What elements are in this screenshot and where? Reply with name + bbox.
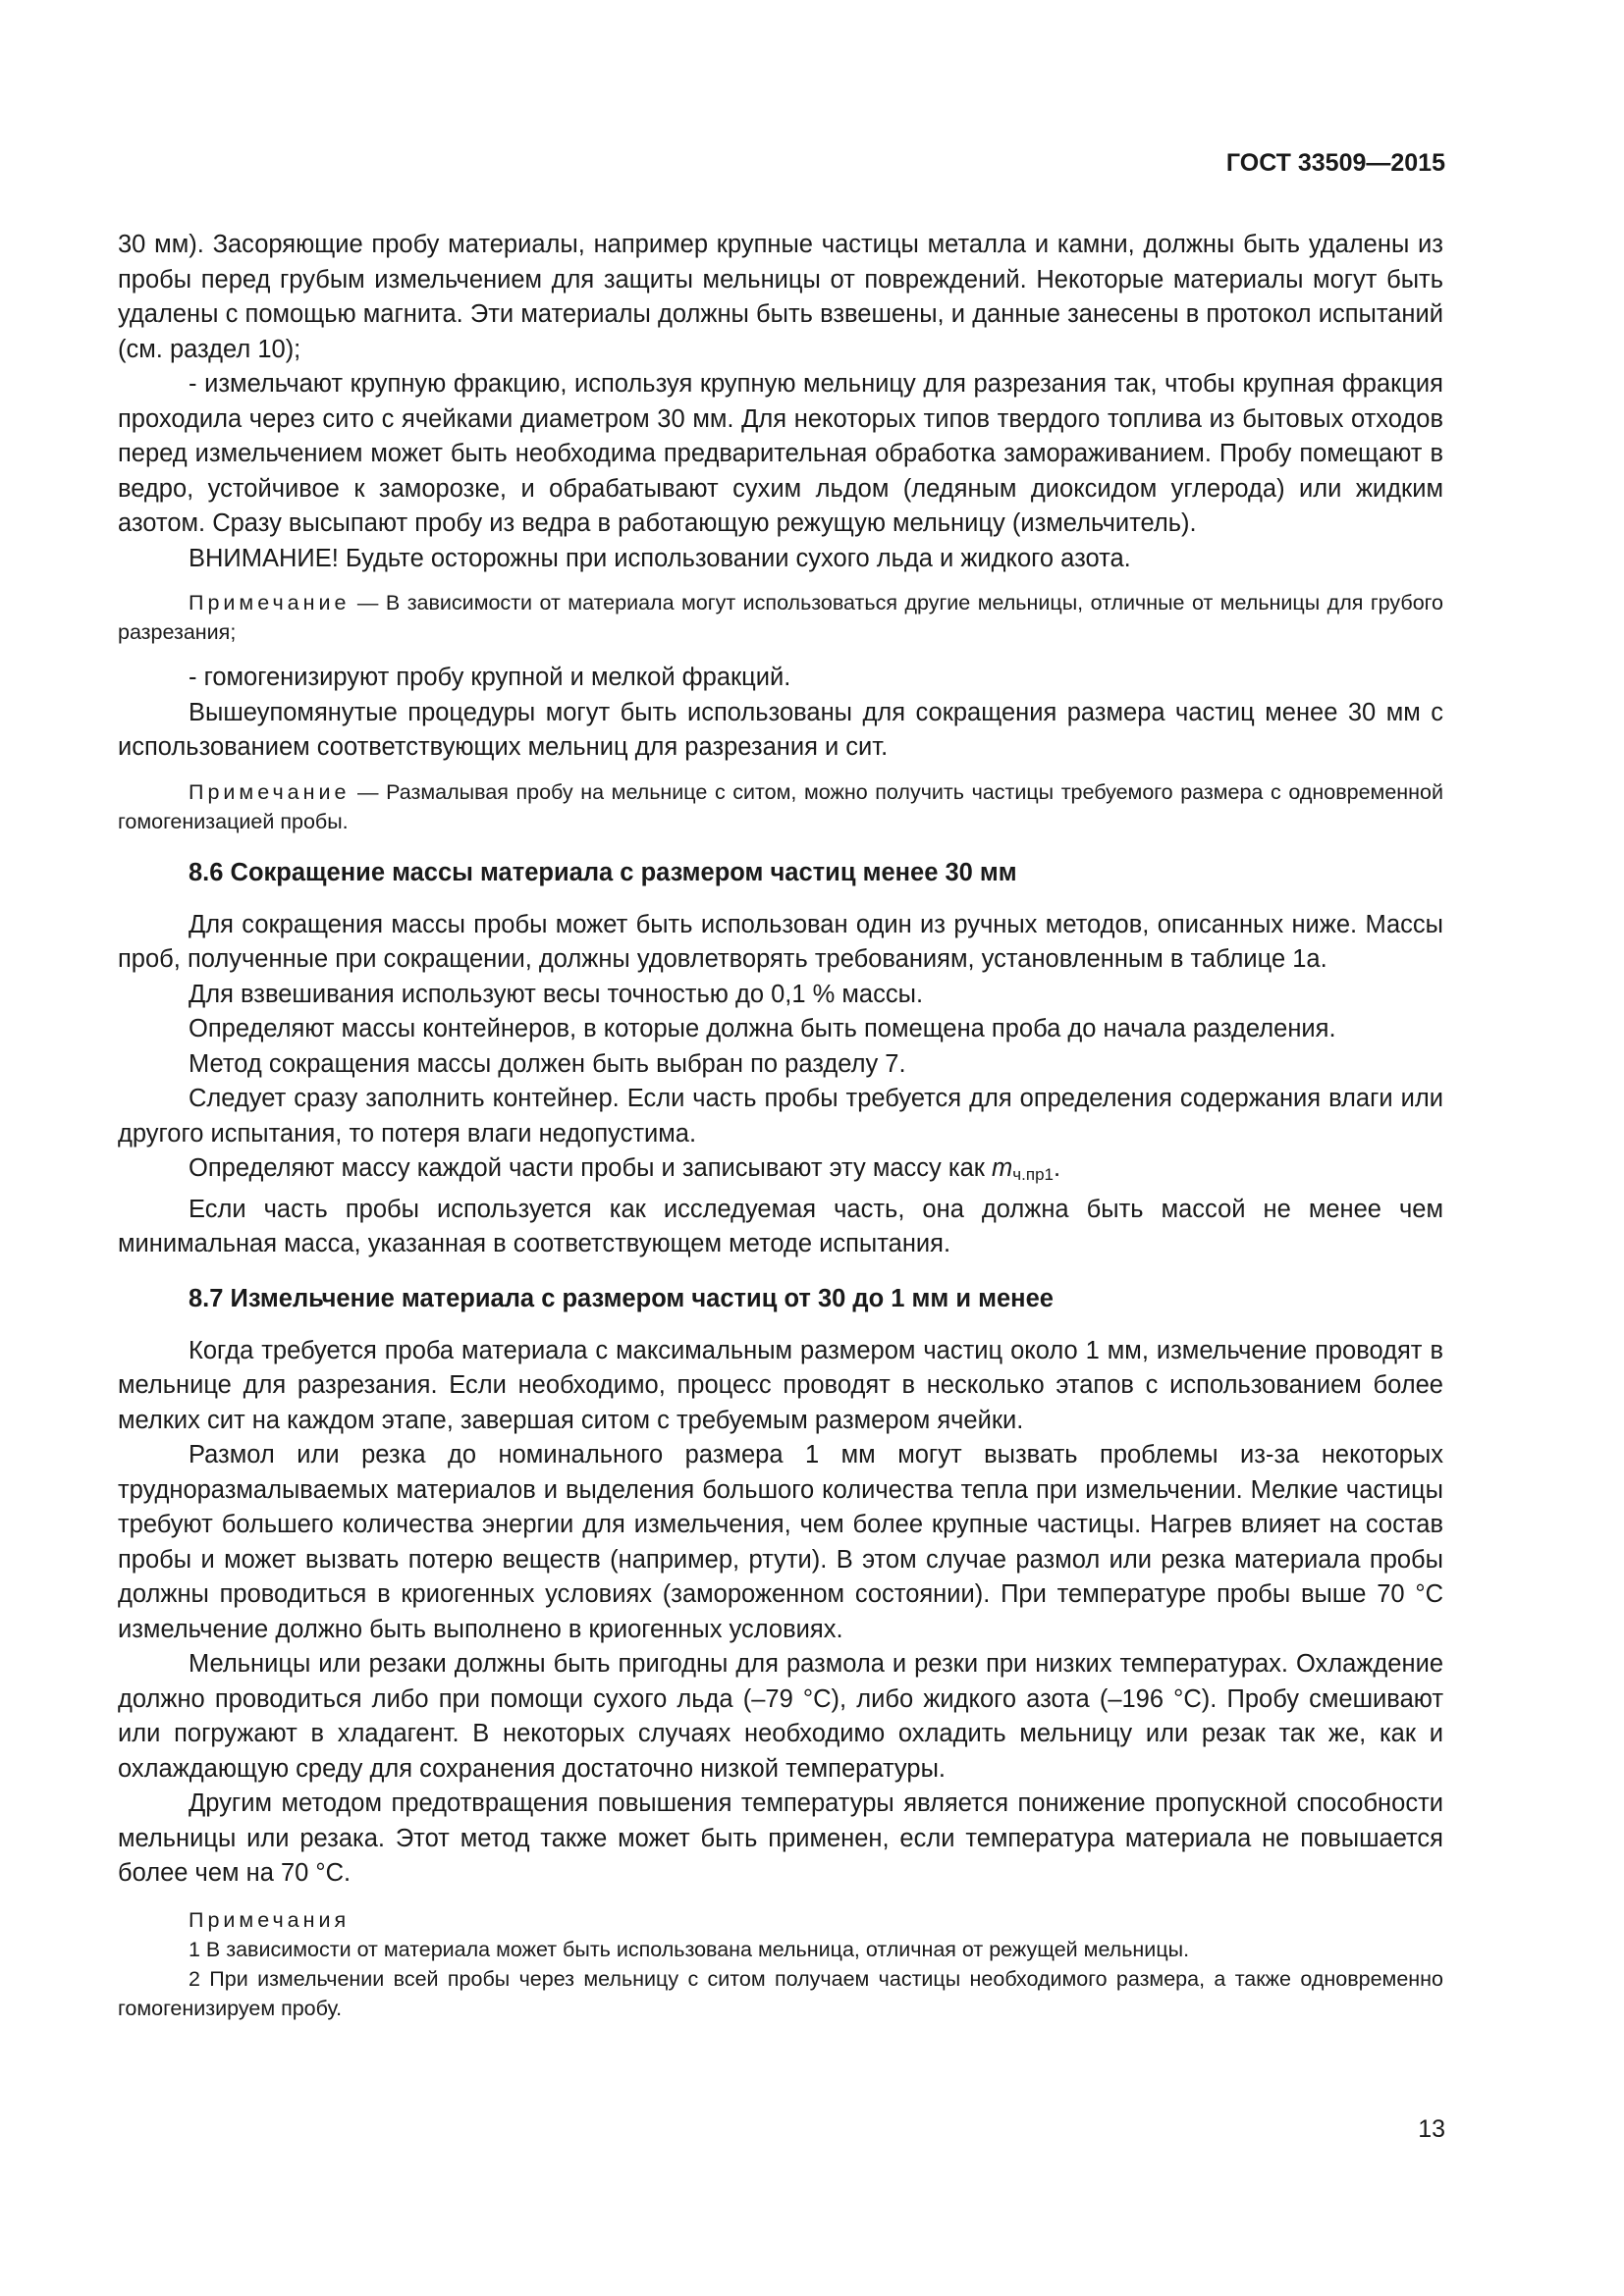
mass-subscript: ч.пр1 <box>1012 1165 1054 1184</box>
note <box>118 777 1443 836</box>
document-header: ГОСТ 33509—2015 <box>1225 149 1445 177</box>
paragraph: - измельчают крупную фракцию, используя крупную мельницу для разрезания так, чтобы крупная фракция проходила через сито с ячейками диаметром 30 мм. Для некоторых типов твердого топлива из бытовых отходов перед измельчением может быть необходима предварительная обработка замораживанием. Пробу помещают в ведро, устойчивое к заморозке, и обрабатывают сухим льдом (ледяным диоксидом углерода) или жидким азотом. Сразу высыпают пробу из ведра в работающую режущую мельницу (измельчитель). <box>118 370 1443 537</box>
paragraph: Для взвешивания используют весы точностью до 0,1 % массы. <box>189 980 924 1008</box>
notes-block <box>118 1905 1443 2023</box>
note-label: Примечание <box>189 779 351 804</box>
note-label: Примечание <box>189 591 351 614</box>
mass-end: . <box>1053 1154 1061 1182</box>
paragraph: Для сокращения массы пробы может быть использован один из ручных методов, описанных ниже. Массы проб, полученные при сокращении, должны удовлетворять требованиям, установленным в таблице 1а. <box>118 910 1443 973</box>
note-text: — В зависимости от материала могут использоваться другие мельницы, отличные от мельницы для грубого разрезания; <box>118 591 1443 644</box>
paragraph: Мельницы или резаки должны быть пригодны для размола и резки при низких температурах. Охлаждение должно проводиться либо при помощи сухого льда (–79 °С), либо жидкого азота (–196 °С). Пробу смешивают или погружают в хладагент. В некоторых случаях необходимо охладить мельницу или резак так же, как и охлаждающую среду для сохранения достаточно низкой температуры. <box>118 1650 1443 1783</box>
notes-label: Примечания <box>189 1907 351 1932</box>
paragraph: Когда требуется проба материала с максимальным размером частиц около 1 мм, измельчение проводят в мельнице для разрезания. Если необходимо, процесс проводят в несколько этапов с использованием более мелких сит на каждом этапе, завершая ситом с требуемым размером ячейки. <box>118 1336 1443 1434</box>
note-item: 1 В зависимости от материала может быть использована мельница, отличная от режущей мельницы. <box>189 1937 1190 1961</box>
warning-paragraph: ВНИМАНИЕ! Будьте осторожны при использовании сухого льда и жидкого азота. <box>189 544 1131 572</box>
paragraph: 30 мм). Засоряющие пробу материалы, например крупные частицы металла и камни, должны быть удалены из пробы перед грубым измельчением для защиты мельницы от повреждений. Некоторые материалы могут быть удалены с помощью магнита. Эти материалы должны быть взвешены, и данные занесены в протокол испытаний (см. раздел 10); <box>118 231 1443 363</box>
mass-sentence: Определяют массу каждой части пробы и записывают эту массу как <box>189 1154 993 1182</box>
section-heading-8-6: 8.6 Сокращение массы материала с размером частиц менее 30 мм <box>189 858 1017 886</box>
paragraph: - гомогенизируют пробу крупной и мелкой фракций. <box>189 664 791 691</box>
mass-paragraph <box>118 1151 1443 1193</box>
section-heading-8-7: 8.7 Измельчение материала с размером частиц от 30 до 1 мм и менее <box>189 1284 1054 1312</box>
mass-symbol: m <box>992 1154 1013 1182</box>
paragraph: Метод сокращения массы должен быть выбран по разделу 7. <box>189 1049 906 1078</box>
paragraph: Другим методом предотвращения повышения температуры является понижение пропускной способности мельницы или резака. Этот метод также может быть применен, если температура материала не повышается более чем на 70 °С. <box>118 1789 1443 1887</box>
paragraph: Размол или резка до номинального размера 1 мм могут вызвать проблемы из-за некоторых трудноразмалываемых материалов и выделения большого количества тепла при измельчении. Мелкие частицы требуют большего количества энергии для измельчения, чем более крупные частицы. Нагрев влияет на состав пробы и может вызвать потерю веществ (например, ртути). В этом случае размол или резка материала пробы должны проводиться в криогенных условиях (замороженном состоянии). При температуре пробы выше 70 °С измельчение должно быть выполнено в криогенных условиях. <box>118 1441 1443 1643</box>
paragraph: Следует сразу заполнить контейнер. Если часть пробы требуется для определения содержания влаги или другого испытания, то потеря влаги недопустима. <box>118 1085 1443 1148</box>
note <box>118 588 1443 647</box>
page-content <box>118 228 1443 2023</box>
paragraph: Если часть пробы используется как исследуемая часть, она должна быть массой не менее чем минимальная масса, указанная в соответствующем методе испытания. <box>118 1195 1443 1257</box>
page-number: 13 <box>1418 2115 1445 2143</box>
note-item: 2 При измельчении всей пробы через мельницу с ситом получаем частицы необходимого размера, а также одновременно гомогенизируем пробу. <box>118 1966 1443 2020</box>
paragraph: Определяют массы контейнеров, в которые должна быть помещена проба до начала разделения. <box>189 1015 1336 1042</box>
note-text: — Размалывая пробу на мельнице с ситом, можно получить частицы требуемого размера с одновременной гомогенизацией пробы. <box>118 779 1443 833</box>
paragraph: Вышеупомянутые процедуры могут быть использованы для сокращения размера частиц менее 30 мм с использованием соответствующих мельниц для разрезания и сит. <box>118 698 1443 761</box>
